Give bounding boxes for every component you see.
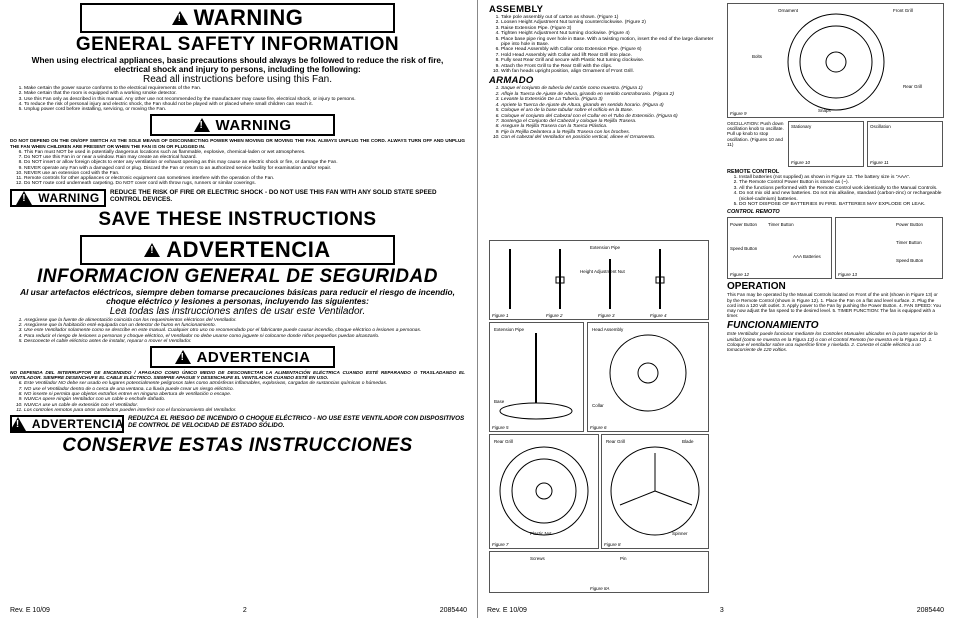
safety-list2-es <box>10 381 465 413</box>
right-column <box>727 3 944 352</box>
label-front-grill: Front Grill <box>893 8 913 13</box>
list-item: 1. Make certain the power source conforms to the electrical requirements of the Fan. <box>24 86 465 91</box>
label-speed-button: Speed Button <box>730 246 758 252</box>
list-item: 3. Use this Fan only as described in this manual. Any other use not recommended by the manufacturer may cause fire, electrical shock, or injury to persons. <box>24 97 465 102</box>
reduce-risk-row-es <box>10 415 465 433</box>
figure-caption: Figure 3 <box>598 313 615 318</box>
figure-caption: Figure 1 <box>492 313 509 318</box>
warning-triangle-icon <box>175 350 191 364</box>
label-base: Base <box>494 399 505 404</box>
label-rear-grill: Rear Grill <box>606 439 626 444</box>
warning-label: WARNING <box>38 190 100 205</box>
list-item: 5. Desconecte el cable eléctrico antes de instalar, reparar o mover el Ventilador. <box>24 339 465 344</box>
document-code: 2085440 <box>916 607 944 614</box>
list-item: 3. All the functions performed with the Remote Control work identically to the Manual Controls. <box>739 186 944 191</box>
pole-assembly-drawing <box>490 241 708 319</box>
label-height-nut: Height Adjustment Nut <box>580 269 625 274</box>
figure-7-panel <box>489 434 599 549</box>
list-item: 4. To reduce the risk of personal injury and electric shock, the Fan should not be played with or placed where small children can reach it. <box>24 102 465 107</box>
list-item: 4. Do not mix old and new batteries. Do not mix alkaline, standard (carbon-zinc) or rechargeable (nickel-cadmium) batteries. <box>739 191 944 202</box>
label-head-assembly: Head Assembly <box>592 327 624 332</box>
list-item: 7. Sostenga el Conjunto del Cabezal y coloque la Rejilla Trasera. <box>501 119 721 124</box>
figure-caption: Figure 2 <box>546 313 563 318</box>
label-timer-button: Timer Button <box>896 240 922 246</box>
intro-en: When using electrical appliances, basic precautions should always be followed to reduce the risk of fire, electrical shock and injury to persons, including the following: <box>31 55 444 74</box>
front-grill-drawing <box>728 4 943 117</box>
warning-banner-inline <box>10 189 106 207</box>
remote-control-title: REMOTE CONTROL <box>727 169 780 175</box>
label-bolts: Bolts <box>752 54 763 59</box>
intro-es: Al usar artefactos eléctricos, siempre deben tomarse precauciones básicas para reducir el riesgo de incendio, choque eléctrico y lesiones a personas, incluyendo las siguientes: <box>20 286 455 306</box>
list-item: 5. Place base pipe ring over hole in Base. With a twisting motion, insert the end of the large diameter pipe into hole in Base. <box>501 37 721 48</box>
list-item: 11. Los controles remotos para otros artefactos pueden interferir con el funcionamiento del Ventilador. <box>24 408 465 413</box>
list-item: 2. Asegúrese que la habitación esté equipada con un detector de humo en funcionamiento. <box>24 323 465 328</box>
head-assembly-drawing <box>588 323 708 431</box>
list-item: 9. Fije la Rejilla Delantera a la Rejilla Trasera con los broches. <box>501 130 721 135</box>
figure-12-panel <box>727 217 832 279</box>
safety-list-en <box>10 86 465 112</box>
title-safety-en: GENERAL SAFETY INFORMATION <box>75 34 400 55</box>
save-instructions-en: SAVE THESE INSTRUCTIONS <box>98 208 377 230</box>
figure-caption: Figure 13 <box>838 272 858 278</box>
figure-8a-panel <box>489 551 709 593</box>
warning-triangle-icon <box>16 191 32 205</box>
list-item: 8. NO inserte ni permita que objetos extraños entren en ninguna abertura de ventilación o escape. <box>24 392 465 397</box>
document-code: 2085440 <box>439 607 467 614</box>
label-oscillation: Oscillation <box>870 124 891 129</box>
label-batteries: AAA Batteries <box>793 254 821 260</box>
reduce-risk-text-en: REDUCE THE RISK OF FIRE OR ELECTRIC SHOCK - DO NOT USE THIS FAN WITH ANY SOLID STATE SPEED CONTROL DEVICES. <box>110 188 437 203</box>
instructions-column <box>489 3 721 141</box>
base-drawing <box>490 323 583 431</box>
label-pin: Pin <box>620 556 627 561</box>
warning-label: WARNING <box>215 116 292 134</box>
list-item: 8. Asegure la Rejilla Trasera con la Tuerca Plástica. <box>501 124 721 129</box>
left-footer <box>10 607 467 614</box>
figures-1-4-panel <box>489 240 709 320</box>
list-item: 11. Remote controls for other appliances or electronic equipment can sometimes interfere with the operation of the Fan. <box>24 176 465 181</box>
donot-text-en: DO NOT DEPEND ON THE ON/OFF SWITCH AS THE SOLE MEANS OF DISCONNECTING POWER WHEN MOVING OR MOVING THE FAN. ALWAYS UNPLUG THE CORD. ALWAYS TURN OFF AND UNPLUG THE FAN WHEN CHILDREN ARE PRESENT OR WHEN THE FAN IS ON OR PLUGGED IN. <box>10 138 465 149</box>
label-extension-pipe: Extension Pipe <box>494 327 525 332</box>
warning-triangle-icon <box>194 118 210 132</box>
reduce-risk-row-en <box>10 189 465 207</box>
warning-label: WARNING <box>193 5 304 30</box>
figure-caption: Figure 6 <box>590 425 607 430</box>
label-rear-grill: Rear Grill <box>903 84 923 89</box>
list-item: 4. Apriete la Tuerca de Ajuste de Altura, girando en sentido horario. (Figura 4) <box>501 103 721 108</box>
label-rear-grill: Rear Grill <box>494 439 514 444</box>
list-item: 9. NEVER operate any Fan with a damaged cord or plug. Discard the Fan or return to an authorized service facility for examination and/or repair. <box>24 166 465 171</box>
list-item: 4. Para reducir el riesgo de lesiones a personas y choque eléctrico, el Ventilador no debe usarse como juguete ni colocarse donde niños pequeños puedan alcanzarlo. <box>24 334 465 339</box>
safety-list2-en <box>10 150 465 187</box>
label-ornament: Ornament <box>778 8 799 13</box>
warning-triangle-icon <box>10 417 26 431</box>
figure-8-panel <box>601 434 709 549</box>
label-timer-button: Timer Button <box>768 222 794 228</box>
label-collar: Collar <box>592 403 604 408</box>
figure-5-panel <box>489 322 584 432</box>
remote-figures-row <box>727 217 944 279</box>
label-snaps: Snaps <box>818 108 831 113</box>
remote-steps <box>727 175 944 207</box>
figure-10-panel <box>788 121 864 167</box>
label-plastic-nut: Plastic Nut <box>530 531 552 536</box>
label-screws: Screws <box>530 556 545 561</box>
advertencia-label: ADVERTENCIA <box>196 348 311 366</box>
list-item: 2. Make certain that the room is equipped with a working smoke detector. <box>24 91 465 96</box>
save-instructions-es: CONSERVE ESTAS INSTRUCCIONES <box>62 435 413 457</box>
list-item: 5. Coloque el aro de la base tubular sobre el orificio en la Base. <box>501 108 721 113</box>
figure-6-panel <box>587 322 709 432</box>
list-item: 7. NO use el Ventilador dentro de o cerca de una ventana. La lluvia puede crear un riesgo eléctrico. <box>24 387 465 392</box>
reduce-risk-text-es: REDUZCA EL RIESGO DE INCENDIO O CHOQUE ELÉCTRICO - NO USE ESTE VENTILADOR CON DISPOSITIVOS DE CONTROL DE VELOCIDAD DE ESTADO SÓLIDO. <box>128 415 465 430</box>
list-item: 1. Asegúrese que la fuente de alimentación coincida con los requerimientos eléctricos del Ventilador. <box>24 318 465 323</box>
list-item: 10. With fan heads upright position, align Ornament of Front Grill. <box>501 69 721 74</box>
list-item: 3. Levante la Extensión De La Tubería. (Figura 3) <box>501 97 721 102</box>
operation-text: This Fan may be operated by the Manual Controls located on Front of the unit (shown in Figure 13) or by the Remote Control (shown in Figure 12). 1. Place the Fan on a flat and level surface. 2. Plug the cord into a 120 volt outlet. 3. Apply power to the Fan by pushing the Power Button. 4. FAN SPEED: You may now adjust the fan speed to the desired level. 5. TIMER FUNCTION: The fan is equipped with a timer. <box>727 292 941 319</box>
armado-steps <box>489 86 721 140</box>
figure-caption: Figure 4 <box>650 313 667 318</box>
advertencia-label: ADVERTENCIA <box>31 417 125 432</box>
figure-caption: Figure 8 <box>604 542 621 547</box>
figure-caption: Figure 11 <box>870 160 889 165</box>
label-spinner: Spinner <box>672 531 688 536</box>
figure-caption: Figure 7 <box>492 542 509 547</box>
label-speed-button: Speed Button <box>896 258 924 264</box>
list-item: 8. Fully seat Rear Grill and secure with Plastic Nut turning clockwise. <box>501 58 721 63</box>
list-item: 3. Raise Extension Pipe. (Figure 3) <box>501 26 721 31</box>
list-item: 2. The Remote Control Power Button is stored as (~). <box>739 180 944 185</box>
figure-caption: Figure 8A <box>590 586 610 591</box>
list-item: 12. Do NOT route cord underneath carpeting. Do NOT cover cord with throw rugs, runners or similar coverings. <box>24 181 465 186</box>
right-page <box>477 0 954 618</box>
list-item: 6. Place Head Assembly with Collar onto Extension Pipe. (Figure 6) <box>501 47 721 52</box>
list-item: 10. NUNCA use un cable de extensión con el Ventilador. <box>24 403 465 408</box>
figure-caption: Figure 9 <box>730 111 747 116</box>
funcionamiento-text: Este Ventilador puede funcionar mediante los Controles Manuales ubicados en la parte superior de la unidad (como se muestra en la Figura 13) o con el Control Remoto (se muestra en la Figura 12). 1. Coloque el ventilador sobre una superficie firme y nivelada. 2. Conecte el cable eléctrico a un tomacorriente de 120 voltios. <box>727 331 938 353</box>
advertencia-banner-inline <box>10 415 124 433</box>
label-power-button: Power Button <box>730 222 758 228</box>
list-item: 2. Loosen Height Adjustment Nut turning counterclockwise. (Figure 2) <box>501 20 721 25</box>
list-item: 7. Hold Head Assembly with Collar and lift Rear Grill into place. <box>501 53 721 58</box>
list-item: 1. Install batteries (not supplied) as shown in Figure 12. The battery size is "AAA". <box>739 175 944 180</box>
list-item: 7. Do NOT use this Fan in or near a window. Rain may create an electrical hazard. <box>24 155 465 160</box>
figure-caption: Figure 12 <box>730 272 750 278</box>
list-item: 2. Afloje la Tuerca de Ajuste de Altura, girando en sentido contrahorario. (Figura 2) <box>501 92 721 97</box>
funcionamiento-title: FUNCIONAMIENTO <box>727 320 819 332</box>
revision: Rev. E 10/09 <box>487 607 527 614</box>
label-extension-pipe: Extension Pipe <box>590 245 621 250</box>
list-item: 4. Tighten Height Adjustment Nut turning clockwise. (Figure 4) <box>501 31 721 36</box>
revision: Rev. E 10/09 <box>10 607 50 614</box>
advertencia-banner <box>80 235 395 265</box>
armado-title: ARMADO <box>489 75 534 87</box>
page-number: 3 <box>719 607 724 614</box>
list-item: 6. This Fan must NOT be used in potentially dangerous locations such as flammable, explosive, chemical-laden or wet atmospheres. <box>24 150 465 155</box>
read-instructions-es: Lea todas las instrucciones antes de usar este Ventilador. <box>109 305 366 317</box>
list-item: 3. Use este Ventilador solamente como se describe en este manual. Cualquier otro uso no recomendado por el fabricante puede causar incendio, choque eléctrico o lesiones a personas. <box>24 328 465 333</box>
figure-caption: Figure 10 <box>791 160 811 165</box>
advertencia-banner-small <box>150 346 335 368</box>
list-item: 6. Coloque el conjunto del Cabezal con el Collar en el Tubo de Extensión. (Figura 6) <box>501 114 721 119</box>
list-item: 8. Do NOT insert or allow foreign objects to enter any ventilation or exhaust opening as this may cause an electric shock or fire, or damage the Fan. <box>24 160 465 165</box>
read-instructions-en: Read all instructions before using this Fan. <box>143 74 332 85</box>
list-item: 1. Saque el conjunto de tubería del cartón como muestra. (Figura 1) <box>501 86 721 91</box>
control-remoto-title: CONTROL REMOTO <box>727 209 780 216</box>
label-blade: Blade <box>682 439 694 444</box>
safety-list-es <box>10 318 465 344</box>
assembly-steps <box>489 15 721 74</box>
assembly-title: ASSEMBLY <box>489 4 544 15</box>
warning-triangle-icon <box>144 243 160 257</box>
list-item: 5. Unplug power cord before installing, servicing, or moving the Fan. <box>24 107 465 112</box>
list-item: 9. NUNCA opere ningún Ventilador con un cable o enchufe dañado. <box>24 397 465 402</box>
warning-triangle-icon <box>172 11 188 25</box>
warning-banner-small <box>150 114 335 136</box>
operation-title: OPERATION <box>727 281 786 293</box>
list-item: 10. NEVER use an extension cord with the Fan. <box>24 171 465 176</box>
title-safety-es: INFORMACION GENERAL DE SEGURIDAD <box>37 265 438 287</box>
right-footer <box>487 607 944 614</box>
list-item: 9. Attach the Front Grill to the Rear Grill with the clips. <box>501 64 721 69</box>
page-number: 2 <box>242 607 247 614</box>
oscillation-text: OSCILLATION: Push down oscillation knob to oscillate. Pull up knob to stop oscillation. (Figures 10 and 11) <box>727 121 784 147</box>
blade-drawing <box>602 435 708 548</box>
list-item: 6. Este Ventilador NO debe ser usado en lugares potencialmente peligrosos tales como atmósferas inflamables, explosivas, cargadas de sustancias químicas o húmedas. <box>24 381 465 386</box>
advertencia-label: ADVERTENCIA <box>166 236 331 262</box>
list-item: 5. DO NOT DISPOSE OF BATTERIES IN FIRE. BATTERIES MAY EXPLODE OR LEAK. <box>739 202 944 207</box>
figure-9-panel <box>727 3 944 118</box>
figure-13-panel <box>835 217 943 279</box>
donot-text-es: NO DEPENDA DEL INTERRUPTOR DE ENCENDIDO / APAGADO COMO ÚNICO MEDIO DE DESCONECTAR LA ALIMENTACIÓN ELÉCTRICA CUANDO ESTÉ REPARANDO O TRASLADANDO EL VENTILADOR. SIEMPRE DESENCHUFE EL CABLE ELÉCTRICO. SIEMPRE APAGUE Y DESENCHUFE EL VENTILADOR CUANDO ESTÉ EN USO. <box>10 370 465 381</box>
list-item: 10. Con el cabezal del Ventilador en posición vertical, alinee el Ornamento. <box>501 135 721 140</box>
list-item: 1. Take pole assembly out of carton as shown. (Figure 1) <box>501 15 721 20</box>
oscillation-row <box>727 121 944 167</box>
warning-banner <box>80 3 395 33</box>
figure-11-panel <box>867 121 943 167</box>
label-stationary: Stationary <box>791 124 812 129</box>
figure-caption: Figure 5 <box>492 425 509 430</box>
label-power-button: Power Button <box>896 222 924 228</box>
